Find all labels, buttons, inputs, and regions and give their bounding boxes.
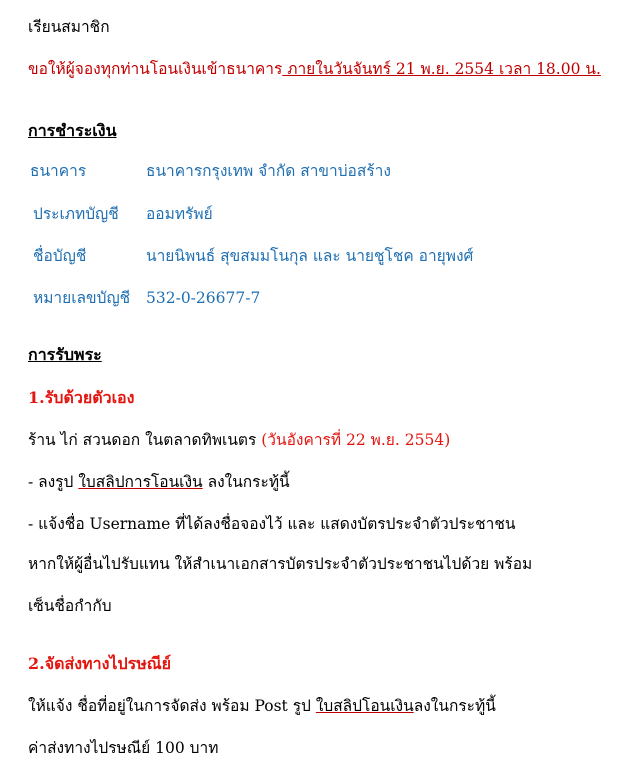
transfer-notice-prefix: ขอให้ผู้จองทุกท่านโอนเงินเข้าธนาคาร (28, 60, 283, 78)
pickup-heading: การรับพระ (28, 345, 102, 364)
step1-slip-link: ใบสลิปการโอนเงิน (78, 473, 203, 491)
account-name-label: ชื่อบัญชี (33, 247, 87, 265)
account-type-label: ประเภทบัญชี (33, 205, 119, 223)
account-number-label: หมายเลขบัญชี (33, 289, 131, 307)
self-pickup-location (28, 429, 450, 451)
pickup-location-text: ร้าน ไก่ สวนดอก ในตลาดทิพเนตร (28, 431, 262, 449)
post-delivery-instruction (28, 695, 496, 717)
transfer-notice-deadline: ภายในวันจันทร์ 21 พ.ย. 2554 เวลา 18.00 น. (282, 60, 601, 78)
self-pickup-title: 1.รับด้วยตัวเอง (28, 388, 135, 407)
proxy-instruction-line-1: หากให้ผู้อื่นไปรับแทน ให้สำเนาเอกสารบัตรประจำตัวประชาชนไปด้วย พร้อม (28, 555, 533, 573)
postage-fee: ค่าส่งทางไปรษณีย์ 100 บาท (28, 739, 219, 757)
pickup-date: (วันอังคารที่ 22 พ.ย. 2554) (261, 431, 451, 449)
bank-label: ธนาคาร (30, 162, 87, 180)
step1-suffix: ลงในกระทู้นี้ (202, 473, 290, 491)
self-pickup-step-1 (28, 471, 290, 493)
greeting: เรียนสมาชิก (28, 18, 110, 36)
self-pickup-step-2: - แจ้งชื่อ Username ที่ได้ลงชื่อจองไว้ และ แสดงบัตรประจำตัวประชาชน (28, 515, 516, 533)
transfer-notice (28, 58, 601, 80)
account-name-value: นายนิพนธ์ สุขสมมโนกุล และ นายชูโชค อายุพงศ์ (146, 247, 474, 265)
post-instruction-prefix: ให้แจ้ง ชื่อที่อยู่ในการจัดส่ง พร้อม Post รูป (28, 697, 316, 715)
account-type-value: ออมทรัพย์ (146, 205, 213, 223)
payment-heading: การชำระเงิน (28, 121, 117, 140)
post-slip-link: ใบสลิปโอนเงิน (315, 697, 414, 715)
step1-prefix: - ลงรูป (28, 473, 79, 491)
proxy-instruction-line-2: เซ็นชื่อกำกับ (28, 597, 112, 615)
post-delivery-title: 2.จัดส่งทางไปรษณีย์ (28, 654, 171, 673)
post-instruction-suffix: ลงในกระทู้นี้ (413, 697, 496, 715)
bank-value: ธนาคารกรุงเทพ จำกัด สาขาบ่อสร้าง (146, 162, 391, 180)
account-number-value: 532-0-26677-7 (146, 289, 261, 307)
